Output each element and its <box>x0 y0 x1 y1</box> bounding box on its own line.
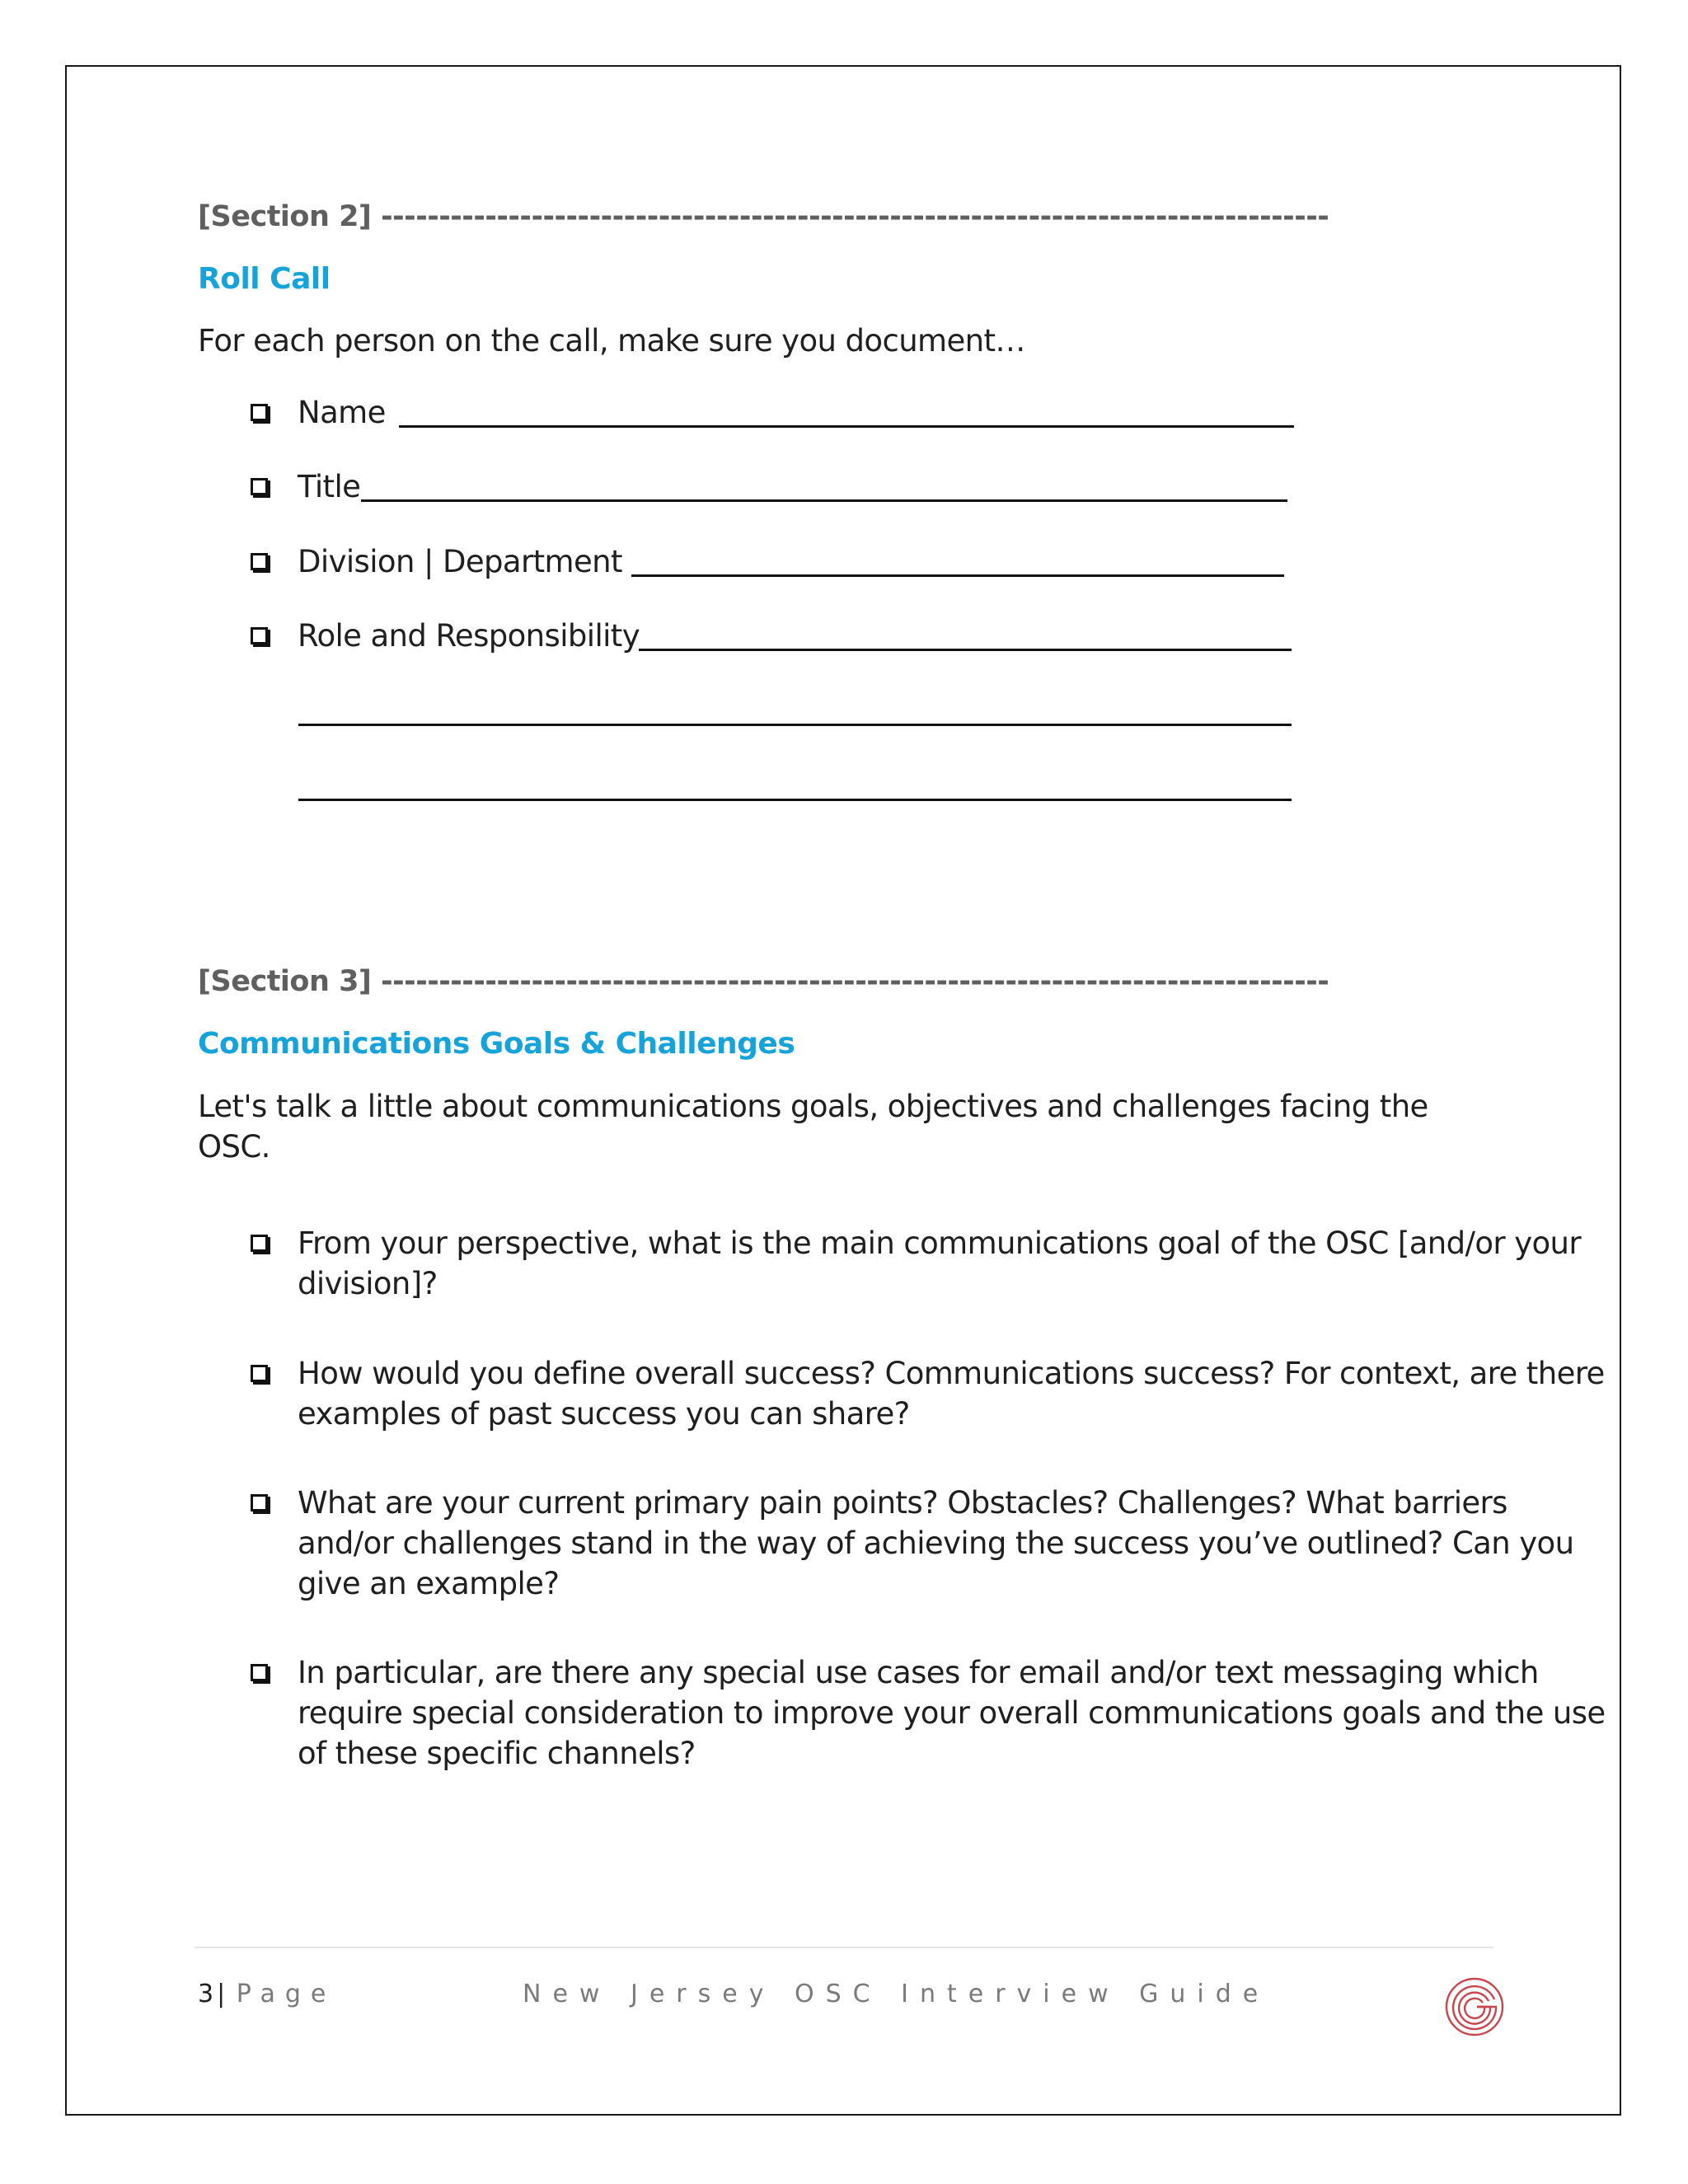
question-1-text: From your perspective, what is the main communications goal of the OSC [and/or your division]? <box>298 1226 1581 1301</box>
item-division-label: Division | Department <box>298 544 622 579</box>
title-fill-line[interactable] <box>361 499 1287 502</box>
page-number: 3 <box>198 1980 218 2008</box>
item-name-label: Name <box>298 395 386 430</box>
checkbox-title[interactable] <box>251 478 268 495</box>
question-2-text: How would you define overall success? Communications success? For context, are there examples of past success you can share? <box>298 1356 1605 1432</box>
checkbox-question-1[interactable] <box>251 1235 268 1252</box>
page-indicator: 3| Page <box>198 1980 336 2008</box>
g-circle-logo-icon <box>1444 1976 1505 2037</box>
question-3-text: What are your current primary pain points? Obstacles? Challenges? What barriers and/or challenges stand in the way of achieving the success you’ve outlined? Can you give an example? <box>298 1485 1574 1601</box>
communications-heading: Communications Goals & Challenges <box>198 1027 795 1061</box>
checkbox-role[interactable] <box>251 627 268 644</box>
checkbox-question-2[interactable] <box>251 1365 268 1382</box>
question-4-text: In particular, are there any special use cases for email and/or text messaging which require special consideration to improve your overall communications goals and the use of these specific channels? <box>298 1655 1606 1771</box>
checkbox-question-3[interactable] <box>251 1494 268 1511</box>
roll-call-intro: For each person on the call, make sure you document… <box>198 323 1025 359</box>
role-extra-line-2[interactable] <box>298 799 1292 801</box>
name-fill-line[interactable] <box>399 425 1294 428</box>
section-2-label: [Section 2] ---------------------------------------------------------------------------------- <box>198 200 1329 233</box>
checkbox-question-4[interactable] <box>251 1664 268 1681</box>
role-extra-line-1[interactable] <box>298 724 1292 726</box>
footer-rule <box>195 1947 1493 1948</box>
page-word: Page <box>236 1980 336 2008</box>
checkbox-division[interactable] <box>251 553 268 570</box>
roll-call-heading: Roll Call <box>198 262 331 296</box>
section-3-label: [Section 3] ---------------------------------------------------------------------------------- <box>198 965 1329 998</box>
item-title-label: Title <box>298 469 361 504</box>
division-fill-line[interactable] <box>631 574 1284 577</box>
footer-document-title: New Jersey OSC Interview Guide <box>523 1980 1270 2008</box>
checkbox-name[interactable] <box>251 404 268 421</box>
communications-intro: Let's talk a little about communications goals, objectives and challenges facing the OSC. <box>198 1089 1428 1165</box>
role-fill-line[interactable] <box>639 649 1292 651</box>
item-role-label: Role and Responsibility <box>298 618 640 654</box>
